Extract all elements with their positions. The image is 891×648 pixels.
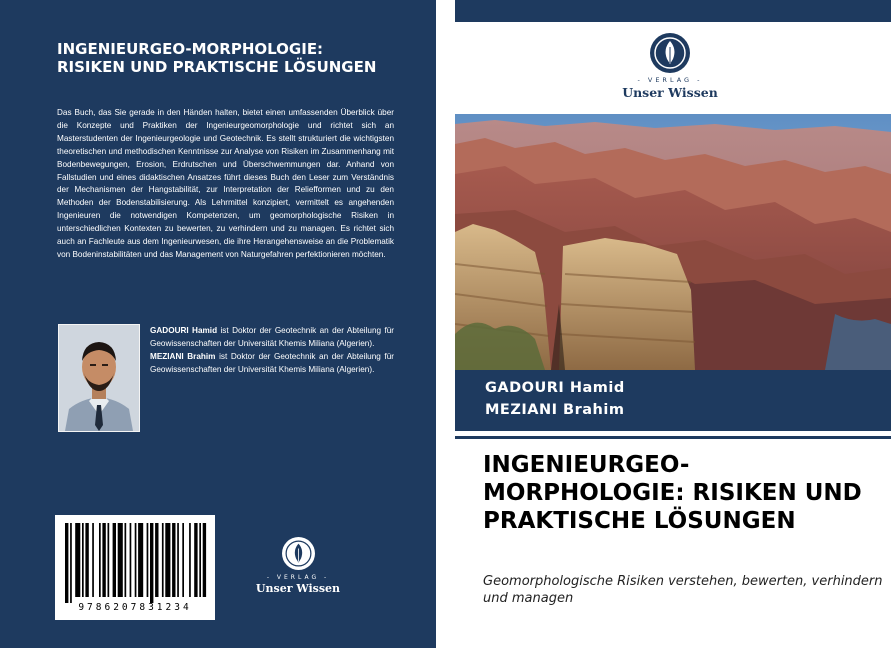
canyon-landscape-photo <box>455 114 891 370</box>
barcode-bar <box>172 523 175 597</box>
back-publisher-logo <box>255 537 341 595</box>
back-cover-title: INGENIEURGEO-MORPHOLOGIE: RISIKEN UND PRAKTISCHE LÖSUNGEN <box>57 40 377 76</box>
barcode-bar <box>70 523 72 603</box>
barcode-bar <box>85 523 88 597</box>
barcode-bar <box>138 523 143 597</box>
author-bio-2-text: ist Doktor der Geotechnik an der Abteilung für Geowissenschaften der Universität Khemis Miliana (Algerien). <box>150 351 394 374</box>
front-author-1: GADOURI Hamid <box>485 380 625 396</box>
barcode-bar <box>135 523 137 597</box>
barcode-bar <box>82 523 84 597</box>
front-cover-title: INGENIEURGEO-MORPHOLOGIE: RISIKEN UND PRAKTISCHE LÖSUNGEN <box>483 452 862 534</box>
front-publisher-verlag: - VERLAG - <box>637 76 703 84</box>
barcode-bar <box>150 523 153 603</box>
barcode-bar <box>102 523 105 597</box>
barcode-bar <box>203 523 206 597</box>
barcode-bar <box>113 523 116 597</box>
divider-rule <box>455 436 891 439</box>
barcode-bar <box>199 523 201 597</box>
quill-pen-emblem-icon <box>650 33 690 73</box>
barcode-bar <box>75 523 80 597</box>
barcode-bar <box>65 523 68 603</box>
barcode-bar <box>125 523 127 597</box>
quill-pen-emblem-icon <box>282 537 315 570</box>
barcode-bar <box>194 523 197 597</box>
barcode-digits: 9786207831234 <box>78 602 192 613</box>
barcode-bar <box>177 523 179 597</box>
barcode-bar <box>189 523 191 597</box>
author-photo <box>58 324 140 432</box>
back-cover-description: Das Buch, das Sie gerade in den Händen halten, bietet einen umfassenden Überblick über die Konzepte und Praktiken der Ingenieurgeomorphologie und richtet sich an Masterstudenten der Ingenieurgeologie und Geotechnik. Es stellt strukturiert die wichtigsten theoretischen und methodischen Kenntnisse zur Analyse von Risiken im Zusammenhang mit Bodenbewegungen, Erosion, Erdrutschen und Überschwemmungen dar. Anhand von Fallstudien und eines didaktischen Ansatzes führt dieses Buch den Leser zum Verständnis der Mechanismen der Hangstabilität, zur Interpretation der Reliefformen und zu den Methoden der Bodenstabilisierung. Als Lehrmittel konzipiert, vermittelt es angehenden Ingenieuren die notwendigen Kompetenzen, um geomorphologische Risiken in unterschiedlichen Kontexten zu bewerten, zu verhindern und zu managen. Es richtet sich auch an Fachleute aus dem Ingenieurwesen, die ihre Herangehensweise an die Problematik von Bodeninstabilitäten und das Management von Naturgefahren perfektionieren möchten. <box>57 108 394 259</box>
top-band <box>455 0 891 22</box>
barcode-bar <box>155 523 158 597</box>
barcode-bar <box>92 523 94 597</box>
front-cover-subtitle: Geomorphologische Risiken verstehen, bewerten, verhindern und managen <box>483 574 883 606</box>
front-cover <box>455 0 891 648</box>
spine-gap <box>436 0 455 648</box>
barcode-bars <box>55 515 215 605</box>
author-bio-1-name: GADOURI Hamid <box>150 326 218 335</box>
barcode-bar <box>108 523 110 597</box>
author-bios <box>150 325 394 377</box>
back-publisher-name: Unser Wissen <box>255 582 341 595</box>
author-band <box>455 370 891 431</box>
isbn-barcode <box>55 515 215 620</box>
barcode-bar <box>118 523 123 597</box>
barcode-bar <box>165 523 170 597</box>
author-bio-1 <box>150 325 394 351</box>
back-cover <box>0 0 436 648</box>
barcode-bar <box>147 523 149 597</box>
front-publisher-logo <box>615 33 725 100</box>
author-bio-2-name: MEZIANI Brahim <box>150 351 216 361</box>
front-author-2: MEZIANI Brahim <box>485 402 625 418</box>
barcode-bar <box>162 523 164 597</box>
barcode-bar <box>99 523 101 597</box>
barcode-bar <box>130 523 132 597</box>
back-publisher-verlag: - VERLAG - <box>266 574 330 581</box>
author-bio-2 <box>150 351 394 377</box>
barcode-bar <box>182 523 184 597</box>
front-publisher-name: Unser Wissen <box>622 85 718 100</box>
author-bio-1-text: ist Doktor der Geotechnik an der Abteilung für Geowissenschaften der Universität Khemis Miliana (Algerien). <box>150 326 395 348</box>
